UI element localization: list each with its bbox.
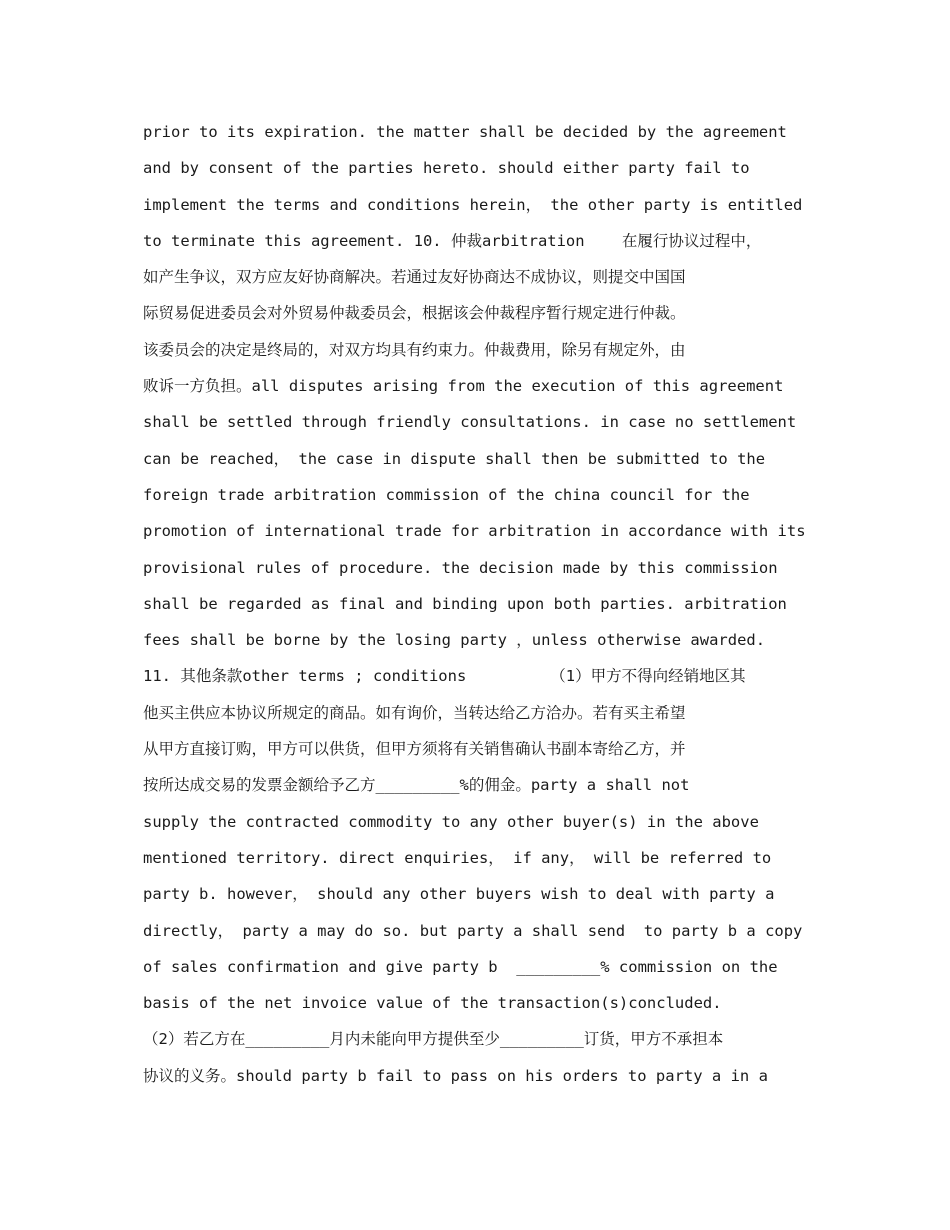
text-line: and by consent of the parties hereto. should either party fail to (143, 159, 750, 178)
text-line: to terminate this agreement. 10. 仲裁arbitration 在履行协议过程中， (143, 231, 762, 250)
text-line: of sales confirmation and give party b _________% commission on the (143, 957, 778, 976)
text-line: 从甲方直接订购，甲方可以供货，但甲方须将有关销售确认书副本寄给乙方，并 (143, 740, 686, 759)
text-line: party b. however， should any other buyers wish to deal with party a (143, 885, 775, 904)
text-line: fees shall be borne by the losing party ，unless otherwise awarded. (143, 631, 766, 650)
agreement-text-body (143, 114, 813, 1094)
text-line: can be reached， the case in dispute shall then be submitted to the (143, 449, 766, 468)
text-line: mentioned territory. direct enquiries， if any， will be referred to (143, 848, 772, 867)
text-line: provisional rules of procedure. the decision made by this commission (143, 558, 778, 577)
text-line: 按所达成交易的发票金额给予乙方_________%的佣金。party a shall not (143, 776, 690, 795)
text-line: 他买主供应本协议所规定的商品。如有询价，当转达给乙方洽办。若有买主希望 (143, 703, 686, 722)
text-line: foreign trade arbitration commission of the china council for the (143, 485, 750, 504)
text-line: promotion of international trade for arbitration in accordance with its (143, 522, 806, 541)
text-line: 协议的义务。should party b fail to pass on his orders to party a in a (143, 1066, 768, 1085)
text-line: shall be regarded as final and binding upon both parties. arbitration (143, 594, 787, 613)
text-line: 败诉一方负担。all disputes arising from the execution of this agreement (143, 377, 784, 396)
text-line: supply the contracted commodity to any other buyer(s) in the above (143, 812, 759, 831)
text-line: implement the terms and conditions herein， the other party is entitled (143, 195, 803, 214)
text-line: 际贸易促进委员会对外贸易仲裁委员会，根据该会仲裁程序暂行规定进行仲裁。 (143, 304, 686, 323)
text-line: prior to its expiration. the matter shall be decided by the agreement (143, 123, 787, 141)
text-line: 该委员会的决定是终局的，对双方均具有约束力。仲裁费用，除另有规定外，由 (143, 340, 686, 359)
text-line: 11. 其他条款other terms ; conditions （1）甲方不得向经销地区其 (143, 667, 746, 686)
text-line: basis of the net invoice value of the transaction(s)concluded. (143, 994, 722, 1013)
text-line: 如产生争议，双方应友好协商解决。若通过友好协商达不成协议，则提交中国国 (143, 268, 686, 287)
text-line: shall be settled through friendly consultations. in case no settlement (143, 413, 797, 432)
text-line: directly， party a may do so. but party a shall send to party b a copy (143, 921, 803, 940)
text-line: （2）若乙方在_________月内未能向甲方提供至少_________订货，甲方不承担本 (143, 1030, 724, 1049)
